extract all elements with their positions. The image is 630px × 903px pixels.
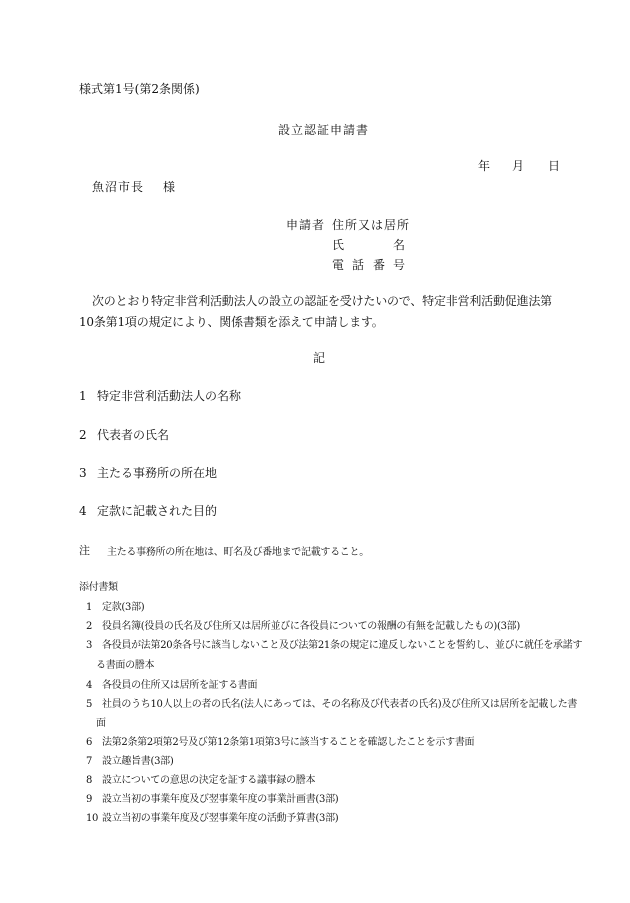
attachment-number: 1 — [86, 602, 93, 613]
attachment-text: 社員のうち10人以上の者の氏名(法人にあっては、その名称及び代表者の氏名)及び住所又は居所を記載した書 — [102, 699, 578, 710]
form-label: 様式第1号(第2条関係) — [79, 82, 200, 96]
attachment-text: 設立当初の事業年度及び翌事業年度の活動予算書(3部) — [102, 813, 339, 824]
attachment-number: 4 — [86, 680, 93, 691]
attachment-text: 定款(3部) — [102, 602, 145, 613]
note-text: 主たる事務所の所在地は、町名及び番地まで記載すること。 — [107, 547, 369, 558]
body-line-2: 10条第1項の規定により、関係書類を添えて申請します。 — [79, 315, 384, 329]
list-item — [86, 771, 315, 786]
applicant-address: 住所又は居所 — [332, 218, 411, 232]
attachment-number: 2 — [86, 621, 93, 632]
list-item — [86, 598, 144, 613]
item-text: 定款に記載された目的 — [97, 504, 218, 518]
list-item — [79, 387, 241, 404]
attachment-number: 6 — [86, 737, 93, 748]
applicant-phone-2: 話 — [352, 258, 365, 272]
list-item — [79, 502, 217, 519]
list-item — [86, 676, 257, 691]
attachment-number: 5 — [86, 699, 93, 710]
list-item — [86, 733, 474, 748]
attachment-text: 各役員が法第20条各号に該当しないこと及び法第21条の規定に違反しないことを誓約し、並びに就任を承諾す — [102, 640, 583, 651]
attachment-continuation: 面 — [96, 718, 106, 729]
applicant-phone-3: 番 — [373, 258, 386, 272]
attachment-text: 役員名簿(役員の氏名及び住所又は居所並びに各役員についての報酬の有無を記載したもの)(3部) — [102, 621, 520, 632]
attachment-text: 設立についての意思の決定を証する議事録の謄本 — [102, 775, 316, 786]
applicant-name-2: 名 — [393, 238, 406, 252]
date-month: 月 — [512, 159, 525, 173]
list-item — [86, 636, 582, 651]
attachment-number: 7 — [86, 756, 93, 767]
list-item — [79, 464, 217, 481]
attachment-number: 9 — [86, 794, 93, 805]
addressee-honorific: 様 — [163, 180, 176, 194]
item-number: 1 — [79, 389, 87, 403]
date-day: 日 — [548, 159, 561, 173]
note-label: 注 — [79, 544, 90, 557]
item-number: 2 — [79, 428, 87, 442]
attachments-title: 添付書類 — [79, 582, 118, 593]
attachment-text: 設立趣旨書(3部) — [102, 756, 174, 767]
document-title: 設立認証申請書 — [278, 123, 370, 137]
applicant-phone-1: 電 — [332, 258, 345, 272]
date-year: 年 — [478, 159, 491, 173]
attachment-number: 3 — [86, 640, 93, 651]
item-number: 3 — [79, 466, 87, 480]
body-line-1: 次のとおり特定非営利活動法人の設立の認証を受けたいので、特定非営利活動促進法第 — [92, 294, 552, 308]
applicant-label: 申請者 — [286, 218, 326, 232]
addressee-name: 魚沼市長 — [92, 180, 145, 194]
list-item — [86, 809, 338, 824]
item-text: 代表者の氏名 — [97, 428, 170, 442]
attachment-number: 8 — [86, 775, 93, 786]
attachment-number: 10 — [86, 813, 99, 824]
list-item — [86, 695, 577, 710]
attachment-text: 各役員の住所又は居所を証する書面 — [102, 680, 258, 691]
attachment-continuation: る書面の謄本 — [96, 660, 155, 671]
item-text: 主たる事務所の所在地 — [97, 466, 218, 480]
applicant-name-1: 氏 — [332, 238, 345, 252]
attachment-text: 法第2条第2項第2号及び第12条第1項第3号に該当することを確認したことを示す書面 — [102, 737, 475, 748]
attachment-text: 設立当初の事業年度及び翌事業年度の事業計画書(3部) — [102, 794, 339, 805]
applicant-phone-4: 号 — [393, 258, 406, 272]
item-number: 4 — [79, 504, 87, 518]
list-item — [86, 617, 520, 632]
list-item — [86, 790, 338, 805]
list-item — [86, 752, 173, 767]
ki-heading: 記 — [313, 351, 326, 365]
list-item — [79, 426, 169, 443]
item-text: 特定非営利活動法人の名称 — [97, 389, 242, 403]
